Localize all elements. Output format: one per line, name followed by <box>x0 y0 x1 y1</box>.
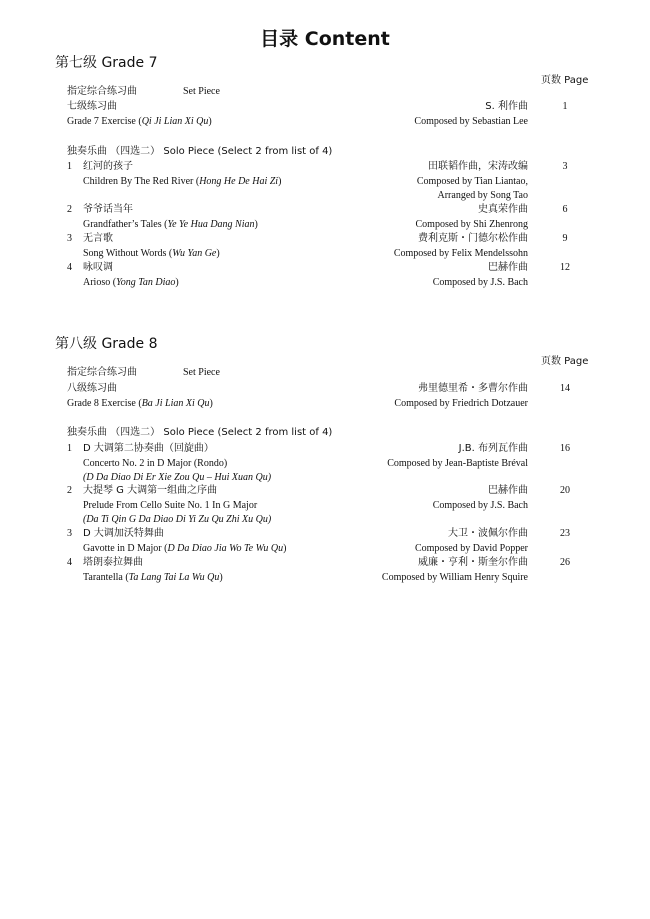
grade8-piece2-number: 2 <box>67 485 72 496</box>
grade8-piece1-title-en: Concerto No. 2 in D Major (Rondo) <box>83 458 228 469</box>
grade7-piece4-composer-zh: 巴赫作曲 <box>488 262 528 273</box>
grade8-exercise-title-en: Grade 8 Exercise (Ba Ji Lian Xi Qu) <box>67 398 213 409</box>
grade7-piece3-title-zh: 无言歌 <box>83 233 113 244</box>
grade7-piece1-title-zh: 红河的孩子 <box>83 161 133 172</box>
grade7-piece2-title-zh: 爷爷话当年 <box>83 204 133 215</box>
grade8-piece3-page: 23 <box>560 528 570 539</box>
grade7-piece3-number: 3 <box>67 233 72 244</box>
grade8-exercise-page: 14 <box>560 383 570 394</box>
grade7-piece3-composer-en: Composed by Felix Mendelssohn <box>393 248 528 259</box>
grade8-solo-header: 独奏乐曲 （四选二） Solo Piece (Select 2 from list of 4) <box>67 427 333 438</box>
grade7-piece1-number: 1 <box>67 161 72 172</box>
grade7-exercise-composer-zh: S. 利作曲 <box>485 101 528 112</box>
grade8-piece4-page: 26 <box>560 557 570 568</box>
grade7-piece3-title-en: Song Without Words (Wu Yan Ge) <box>83 248 220 259</box>
grade8-piece3-number: 3 <box>67 528 72 539</box>
grade7-set-piece-zh: 指定综合练习曲 <box>67 86 137 97</box>
grade7-exercise-title-en: Grade 7 Exercise (Qi Ji Lian Xi Qu) <box>67 116 212 127</box>
grade7-piece4-page: 12 <box>560 262 570 273</box>
grade7-piece4-number: 4 <box>67 262 72 273</box>
grade8-exercise-title-zh: 八级练习曲 <box>67 383 117 394</box>
grade7-exercise-page: 1 <box>562 101 568 112</box>
grade7-piece3-page: 9 <box>562 233 568 244</box>
grade7-piece4-composer-en: Composed by J.S. Bach <box>432 277 528 288</box>
grade8-piece3-title-zh: D 大调加沃特舞曲 <box>83 528 164 539</box>
grade8-piece2-composer-zh: 巴赫作曲 <box>488 485 528 496</box>
grade8-piece4-composer-zh: 威廉・亨利・斯奎尔作曲 <box>418 557 528 568</box>
grade7-piece1-title-en: Children By The Red River (Hong He De Hai Zi) <box>83 176 282 187</box>
grade8-piece1-composer-en: Composed by Jean-Baptiste Bréval <box>387 458 528 469</box>
grade8-piece3-title-en: Gavotte in D Major (D Da Diao Jia Wo Te Wu Qu) <box>83 543 287 554</box>
grade8-set-piece-en: Set Piece <box>183 367 220 378</box>
grade8-heading: 第八级 Grade 8 <box>55 336 158 352</box>
grade7-piece2-title-en: Grandfather’s Tales (Ye Ye Hua Dang Nian) <box>83 219 258 230</box>
grade8-exercise-composer-en: Composed by Friedrich Dotzauer <box>394 398 528 409</box>
grade7-piece1-composer-en: Composed by Tian Liantao, <box>416 176 528 187</box>
grade8-piece2-title-pinyin: (Da Ti Qin G Da Diao Di Yi Zu Qu Zhi Xu Qu) <box>83 514 272 525</box>
grade8-page-header: 页数 Page <box>541 356 589 367</box>
grade8-piece1-title-pinyin: (D Da Diao Di Er Xie Zou Qu – Hui Xuan Qu) <box>83 472 272 483</box>
grade8-piece1-page: 16 <box>560 443 570 454</box>
grade8-piece1-number: 1 <box>67 443 72 454</box>
grade8-piece1-composer-zh: J.B. 布列瓦作曲 <box>458 443 528 454</box>
grade8-piece4-title-zh: 塔朗泰拉舞曲 <box>83 557 143 568</box>
grade7-piece2-page: 6 <box>562 204 568 215</box>
grade7-piece4-title-en: Arioso (Yong Tan Diao) <box>83 277 179 288</box>
grade7-piece4-title-zh: 咏叹调 <box>83 262 113 273</box>
grade8-piece3-composer-en: Composed by David Popper <box>414 543 528 554</box>
grade8-set-piece-zh: 指定综合练习曲 <box>67 367 137 378</box>
grade8-piece4-composer-en: Composed by William Henry Squire <box>381 572 528 583</box>
grade7-piece1-arranger-en: Arranged by Song Tao <box>437 190 528 201</box>
grade7-piece2-composer-en: Composed by Shi Zhenrong <box>415 219 528 230</box>
grade7-exercise-composer-en: Composed by Sebastian Lee <box>414 116 528 127</box>
grade8-piece2-title-zh: 大提琴 G 大调第一组曲之序曲 <box>83 485 218 496</box>
grade7-set-piece-en: Set Piece <box>183 86 220 97</box>
grade7-exercise-title-zh: 七级练习曲 <box>67 101 117 112</box>
grade7-piece2-number: 2 <box>67 204 72 215</box>
grade8-piece2-composer-en: Composed by J.S. Bach <box>432 500 528 511</box>
grade8-piece1-title-zh: D 大调第二协奏曲（回旋曲） <box>83 443 214 454</box>
grade8-piece2-page: 20 <box>560 485 570 496</box>
grade8-piece2-title-en: Prelude From Cello Suite No. 1 In G Major <box>83 500 258 511</box>
page-title: 目录 Content <box>260 28 390 50</box>
grade7-heading: 第七级 Grade 7 <box>55 55 158 71</box>
grade7-piece1-composer-zh: 田联韬作曲，宋涛改编 <box>428 161 528 172</box>
grade7-page-header: 页数 Page <box>541 75 589 86</box>
grade8-exercise-composer-zh: 弗里德里希・多曹尔作曲 <box>418 383 528 394</box>
grade7-solo-header: 独奏乐曲 （四选二） Solo Piece (Select 2 from list of 4) <box>67 146 333 157</box>
grade8-piece4-number: 4 <box>67 557 72 568</box>
grade8-piece4-title-en: Tarantella (Ta Lang Tai La Wu Qu) <box>83 572 223 583</box>
grade7-piece1-page: 3 <box>562 161 568 172</box>
grade8-piece3-composer-zh: 大卫・波佩尔作曲 <box>448 528 528 539</box>
grade7-piece3-composer-zh: 费利克斯・门德尔松作曲 <box>418 233 528 244</box>
grade7-piece2-composer-zh: 史真荣作曲 <box>478 204 528 215</box>
